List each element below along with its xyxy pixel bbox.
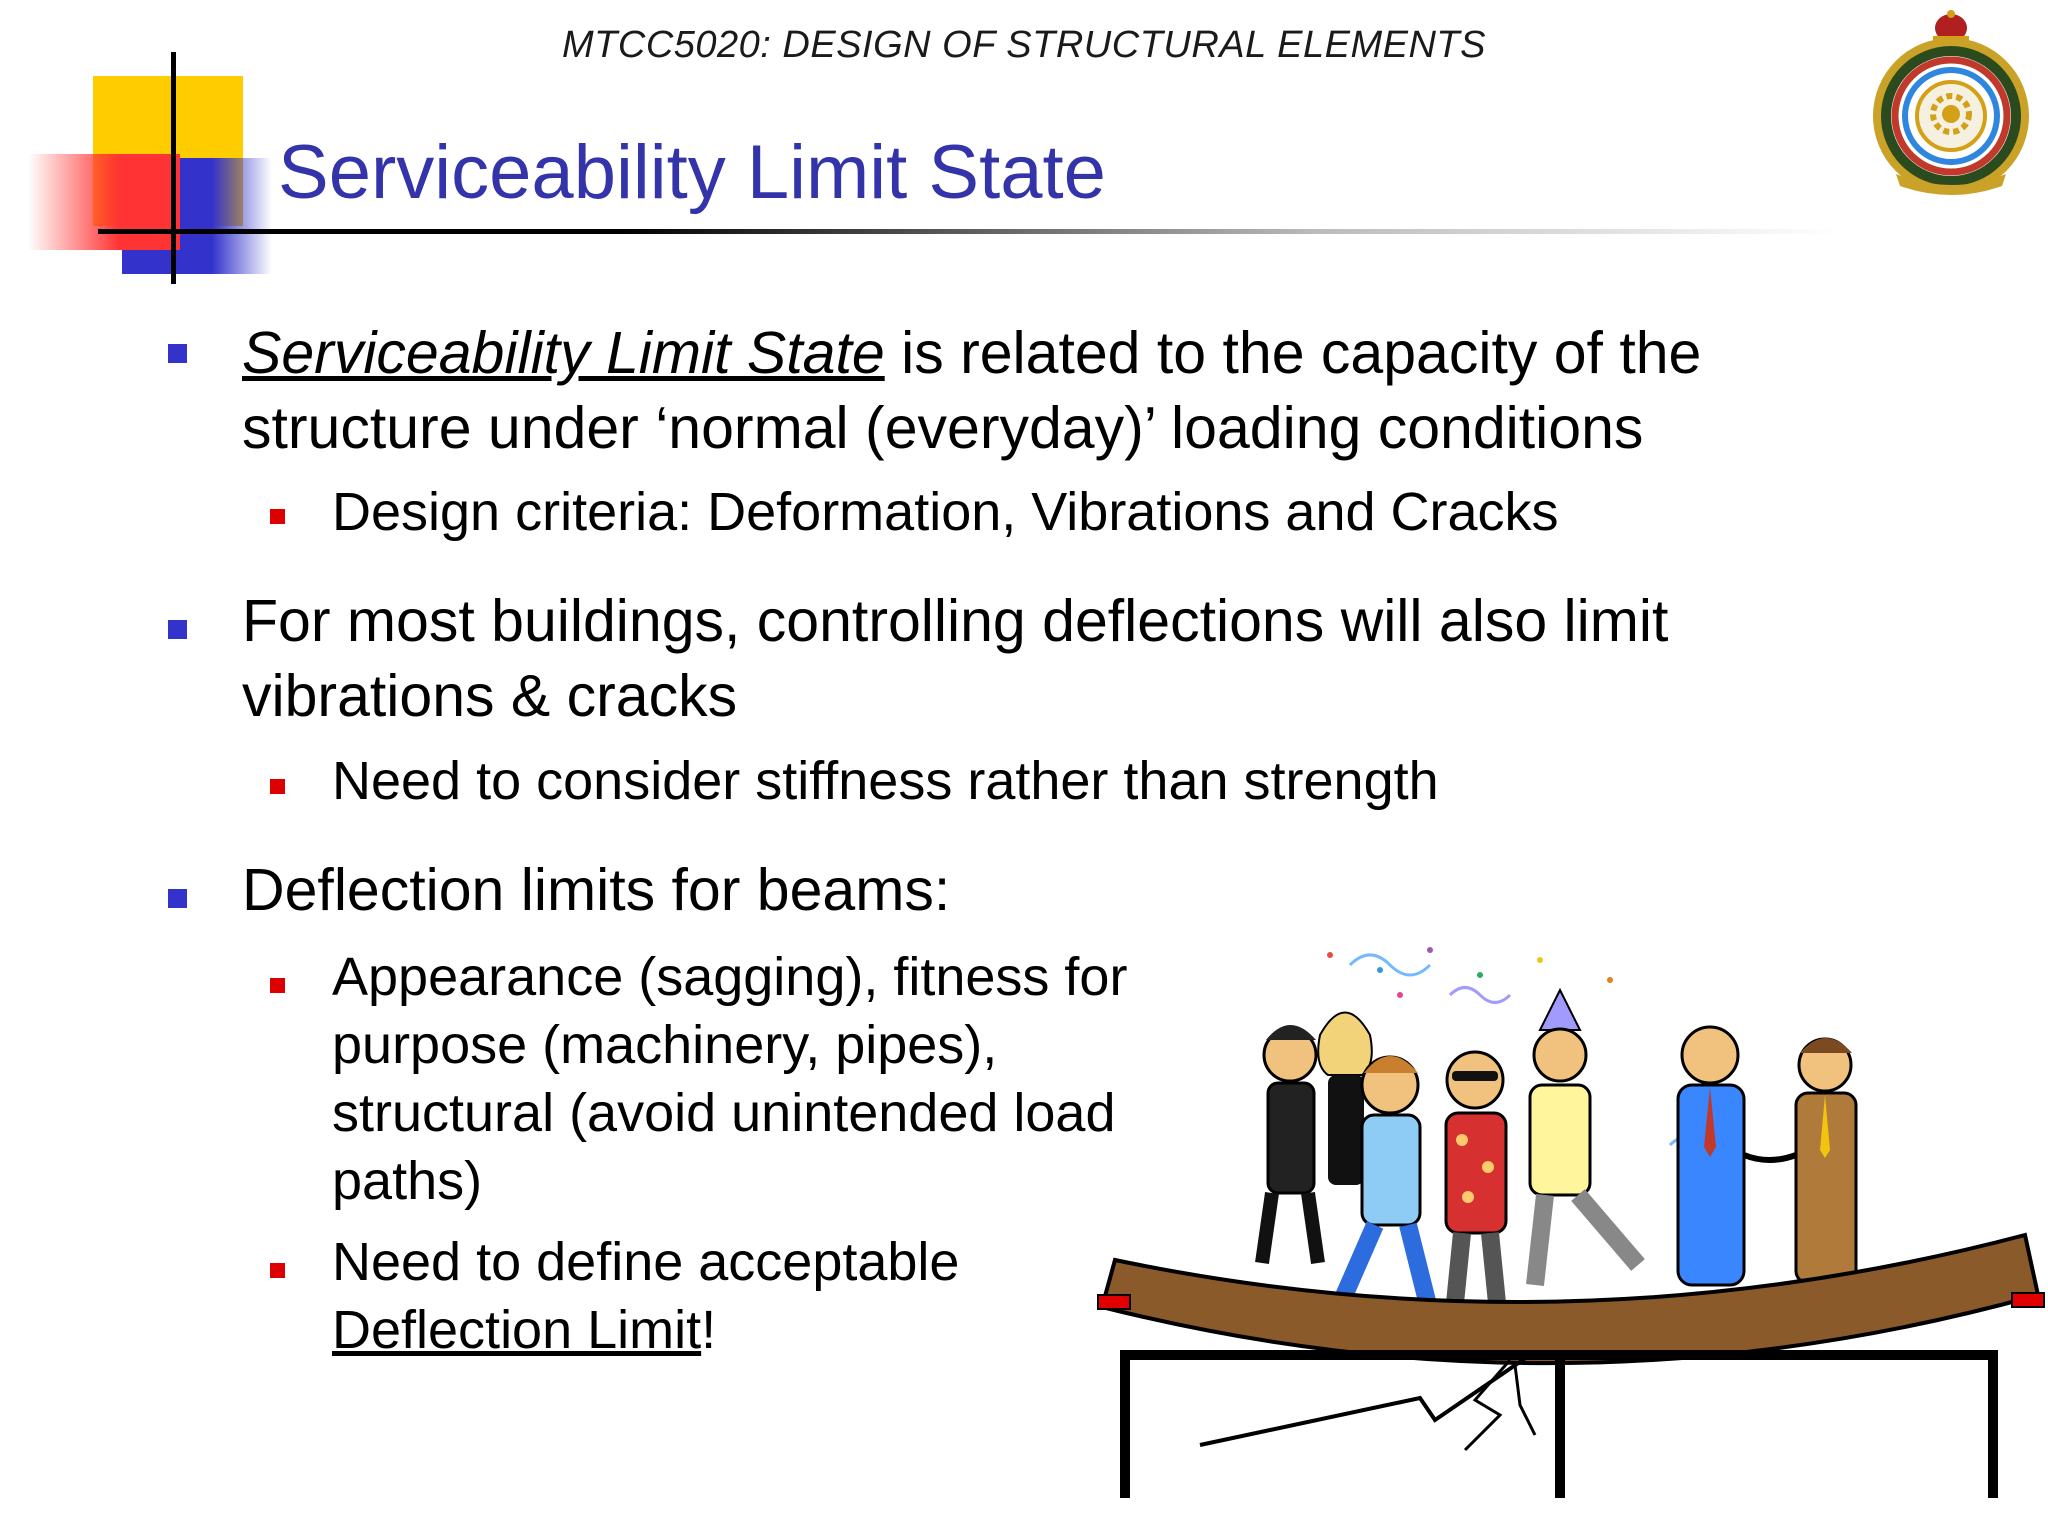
bullet-3-sub-2-before: Need to define acceptable — [332, 1232, 960, 1292]
bullet-square-icon — [168, 889, 187, 908]
decor-red-square — [28, 154, 180, 250]
crack-line-3 — [1515, 1365, 1535, 1435]
left-support-pad — [1098, 1295, 1130, 1309]
bullet-3-sub-2-text — [332, 1228, 1092, 1364]
bullet-2-text: For most buildings, controlling deflections will also limit vibrations & cracks — [242, 588, 1669, 729]
bullet-3-text: Deflection limits for beams: — [242, 857, 951, 923]
term-deflection-limit: Deflection Limit — [332, 1300, 702, 1360]
bullet-square-icon — [168, 620, 187, 639]
college-crest-emblem — [1866, 6, 2036, 196]
bullet-2-sub-1-text: Need to consider stiffness rather than strength — [332, 751, 1439, 811]
table-frame — [1125, 1355, 1993, 1498]
sub-bullet-square-icon — [270, 509, 285, 524]
bullet-1-rest: is related to the capacity of the structure under ‘normal (everyday)’ loading conditions — [242, 320, 1702, 461]
bullet-1-sub-1-text: Design criteria: Deformation, Vibrations and Cracks — [332, 482, 1559, 542]
sub-bullet-square-icon — [270, 1263, 285, 1278]
party-crowd-on-sagging-beam-cartoon — [1090, 935, 2048, 1505]
bullet-3-sub-2-after: ! — [701, 1300, 717, 1360]
bullet-3-sub-1-text: Appearance (sagging), fitness for purpose (machinery, pipes), structural (avoid unintended load paths) — [332, 947, 1128, 1211]
title-underline-rule — [98, 229, 1840, 234]
bullet-1-text — [242, 316, 1862, 466]
sagging-beam — [1102, 1235, 2038, 1363]
term-serviceability-limit-state: Serviceability Limit State — [242, 320, 885, 386]
decor-vertical-line — [171, 52, 176, 284]
slide-title: Serviceability Limit State — [278, 130, 1106, 215]
sub-bullet-square-icon — [270, 779, 285, 794]
crack-line — [1200, 1355, 1530, 1445]
right-support-pad — [2012, 1293, 2044, 1307]
sub-bullet-square-icon — [270, 978, 285, 993]
crowd-figures — [1262, 990, 1856, 1313]
course-title: MTCC5020: DESIGN OF STRUCTURAL ELEMENTS — [562, 24, 1486, 66]
bullet-square-icon — [168, 344, 187, 363]
